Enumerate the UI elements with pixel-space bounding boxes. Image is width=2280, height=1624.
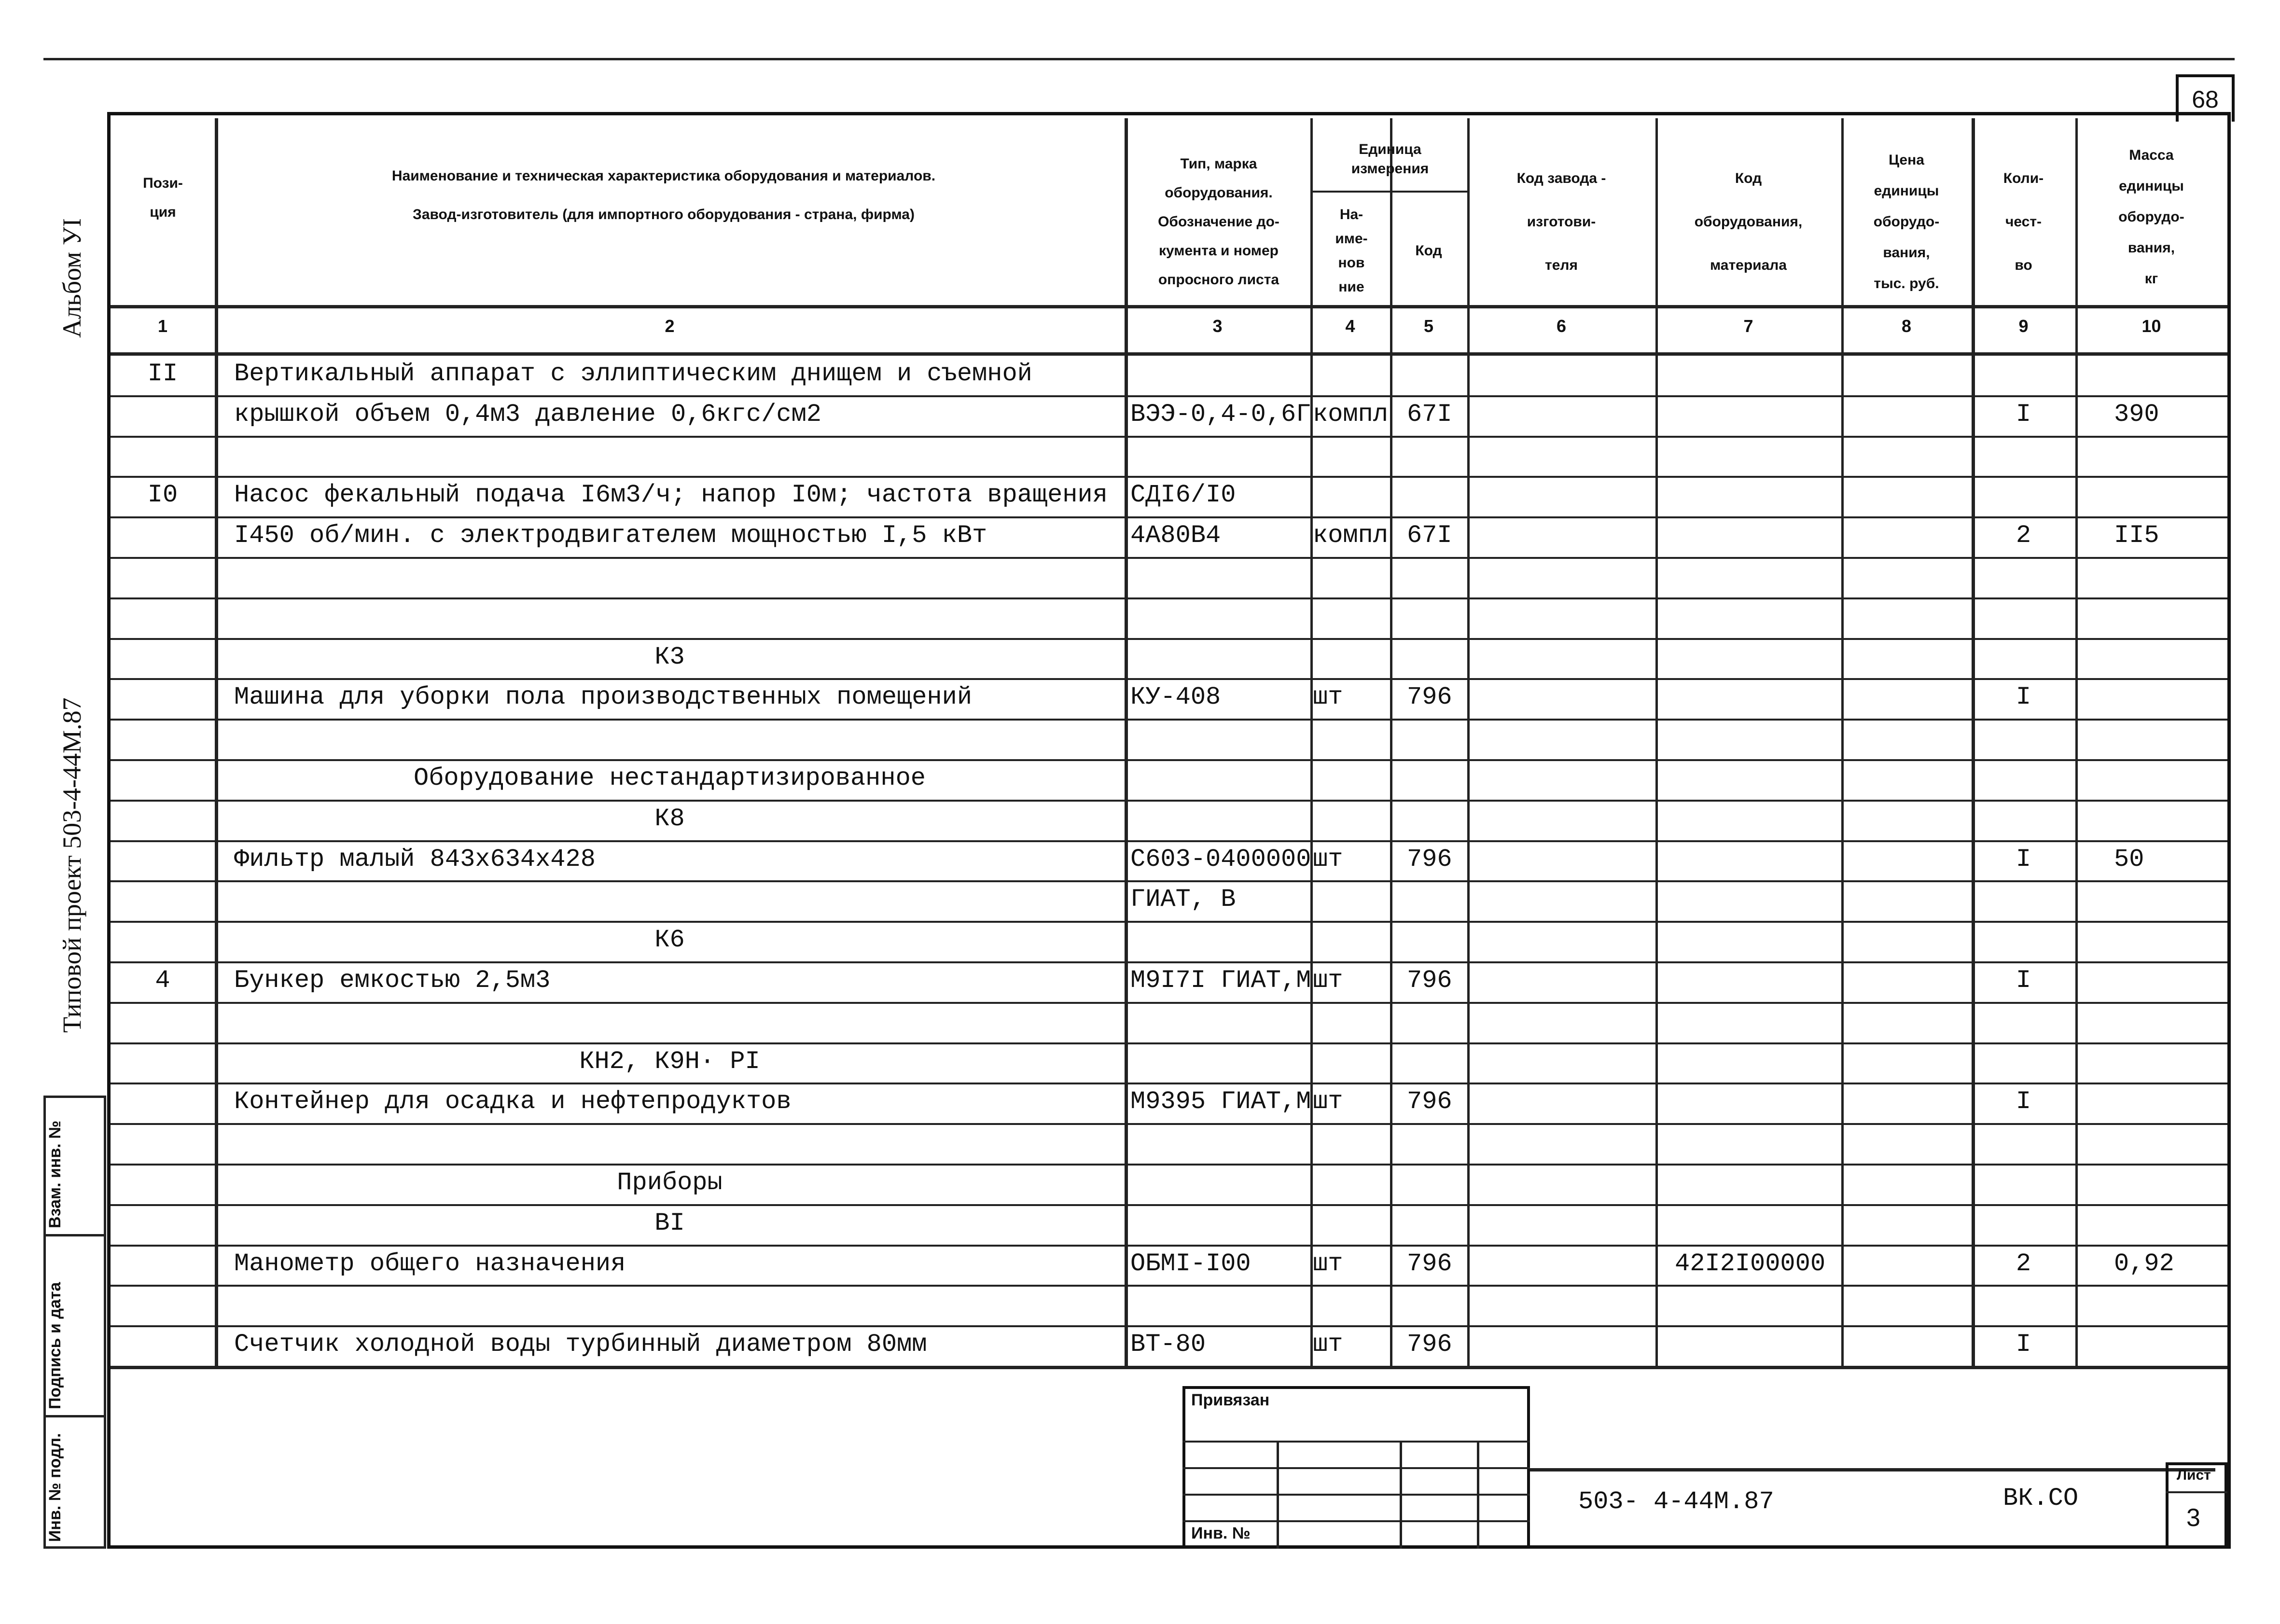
cell-quantity: I: [2016, 400, 2031, 429]
cell-mass: 50: [2114, 845, 2144, 874]
cell-type: ВТ-80: [1130, 1330, 1206, 1359]
column-number-bottom-line: [111, 352, 2227, 356]
cell-section-heading: Оборудование нестандартизированное: [414, 764, 926, 792]
sheet-box-divider: [2166, 1491, 2227, 1493]
column-number: 4: [1345, 316, 1355, 336]
column-number: 2: [665, 316, 675, 336]
cell-quantity: I: [2016, 845, 2031, 874]
header-col8: Цена единицы оборудо- вания, тыс. руб.: [1873, 152, 1940, 291]
cell-unit-code: 796: [1407, 683, 1452, 711]
cell-type: ВЭЭ-0,4-0,6Г: [1130, 400, 1311, 429]
cell-unit: компл: [1313, 400, 1389, 429]
stamp-inner-v2: [1400, 1441, 1402, 1549]
cell-section-heading: КН2, К9Н· РI: [579, 1047, 760, 1076]
cell-unit-code: 796: [1407, 1249, 1452, 1278]
cell-name: Контейнер для осадка и нефтепродуктов: [234, 1087, 792, 1116]
cell-type: С603-0400000: [1130, 845, 1311, 874]
cell-section-heading: ВI: [654, 1209, 685, 1237]
stamp-inner-v3: [1477, 1441, 1479, 1549]
side-album-label: Альбом УI: [57, 218, 86, 338]
row-divider: [111, 476, 2227, 478]
cell-unit: шт: [1313, 845, 1343, 874]
row-divider: [111, 840, 2227, 842]
sheet-number: 3: [2186, 1504, 2200, 1532]
sheet-label: Лист: [2177, 1467, 2211, 1483]
row-divider: [111, 678, 2227, 680]
stamp-inner-v1: [1277, 1441, 1279, 1549]
stamp-label-podpis: Подпись и дата: [46, 1282, 64, 1409]
cell-mass: II5: [2114, 521, 2159, 550]
row-divider: [111, 557, 2227, 559]
stamp-inv-label: Инв. №: [1191, 1524, 1251, 1542]
cell-unit: шт: [1313, 1087, 1343, 1116]
cell-quantity: I: [2016, 1330, 2031, 1359]
row-divider: [111, 961, 2227, 963]
cell-unit-code: 796: [1407, 966, 1452, 995]
cell-type: СДI6/I0: [1130, 481, 1236, 509]
side-project-label: Типовой проект 503-4-44М.87: [57, 697, 86, 1033]
page-number: 68: [2192, 86, 2219, 113]
cell-name: Бункер емкостью 2,5м3: [234, 966, 551, 995]
stamp-bound-label: Привязан: [1191, 1391, 1270, 1409]
cell-unit-code: 67I: [1407, 400, 1452, 429]
column-number: 3: [1212, 316, 1223, 336]
header-col5: Код: [1415, 243, 1442, 259]
cell-type: 4А80В4: [1130, 521, 1221, 550]
stamp-label-inv: Инв. № подл.: [46, 1433, 64, 1542]
cell-position: II: [147, 360, 178, 388]
row-divider: [111, 597, 2227, 599]
cell-section-heading: К8: [654, 805, 685, 833]
row-divider: [111, 1042, 2227, 1044]
header-col10: Масса единицы оборудо- вания, кг: [2118, 147, 2184, 287]
cell-unit-code: 796: [1407, 845, 1452, 874]
cell-type: ОБМI-I00: [1130, 1249, 1251, 1278]
header-col7: Код оборудования, материала: [1694, 170, 1803, 273]
header-col3: Тип, марка оборудования. Обозначение до- кумента и номер опросного листа: [1158, 156, 1279, 288]
cell-unit-code: 796: [1407, 1330, 1452, 1359]
cell-equipment-code: 42I2I00000: [1675, 1249, 1826, 1278]
column-number: 5: [1423, 316, 1434, 336]
cell-unit: шт: [1313, 966, 1343, 995]
row-divider: [111, 1325, 2227, 1327]
header-col9: Коли- чест- во: [2003, 170, 2044, 273]
cell-section-heading: К3: [654, 643, 685, 671]
row-divider: [111, 759, 2227, 761]
row-divider: [111, 1285, 2227, 1287]
cell-mass: 390: [2114, 400, 2159, 429]
cell-name: Насос фекальный подача I6м3/ч; напор I0м; частота вращения: [234, 481, 1108, 509]
cell-quantity: 2: [2016, 521, 2031, 550]
row-divider: [111, 395, 2227, 397]
row-divider: [111, 1083, 2227, 1084]
stamp-label-vzam: Взам. инв. №: [46, 1120, 64, 1228]
cell-unit: шт: [1313, 683, 1343, 711]
top-border-line: [43, 58, 2235, 60]
cell-type: КУ-408: [1130, 683, 1221, 711]
row-divider: [111, 880, 2227, 882]
cell-unit-code: 67I: [1407, 521, 1452, 550]
cell-type: М9395 ГИАТ,М: [1130, 1087, 1311, 1116]
cell-name: Манометр общего назначения: [234, 1249, 626, 1278]
column-number: 7: [1743, 316, 1753, 336]
header-col1: Пози- ция: [143, 175, 183, 220]
cell-section-heading: Приборы: [617, 1168, 723, 1197]
header-col6: Код завода - изготови- теля: [1516, 170, 1606, 273]
cell-quantity: 2: [2016, 1249, 2031, 1278]
column-number: 1: [157, 316, 168, 336]
row-divider: [111, 1204, 2227, 1206]
cell-name: Счетчик холодной воды турбинный диаметром 80мм: [234, 1330, 927, 1359]
cell-unit-code: 796: [1407, 1087, 1452, 1116]
row-divider: [111, 1245, 2227, 1247]
row-divider: [111, 1123, 2227, 1125]
header-col4: На- име- нов ние: [1335, 207, 1368, 295]
document-mark: ВК.СО: [2003, 1484, 2079, 1513]
cell-unit: компл: [1313, 521, 1389, 550]
cell-unit: шт: [1313, 1249, 1343, 1278]
cell-quantity: I: [2016, 1087, 2031, 1116]
title-block-top-line: [1530, 1468, 2215, 1471]
cell-mass: 0,92: [2114, 1249, 2174, 1278]
cell-type: ГИАТ, В: [1130, 885, 1236, 914]
document-code: 503- 4-44М.87: [1578, 1487, 1774, 1516]
cell-quantity: I: [2016, 683, 2031, 711]
column-number: 10: [2141, 316, 2161, 336]
header-col45-title: Единица измерения: [1351, 141, 1429, 177]
row-divider: [111, 1164, 2227, 1166]
column-number: 8: [1901, 316, 1912, 336]
cell-position: 4: [155, 966, 170, 995]
header-bottom-line: [111, 305, 2227, 308]
unit-subheader-line: [1310, 191, 1467, 193]
column-number: 9: [2018, 316, 2029, 336]
cell-name: I450 об/мин. с электродвигателем мощностью I,5 кВт: [234, 521, 987, 550]
row-divider: [111, 638, 2227, 640]
cell-name: Машина для уборки пола производственных помещений: [234, 683, 973, 711]
cell-section-heading: К6: [654, 926, 685, 954]
header-col2: Наименование и техническая характеристика оборудования и материалов. Завод-изготовитель (для импортного оборудования - страна, фирма): [391, 168, 936, 222]
cell-name: Вертикальный аппарат с эллиптическим днищем и съемной: [234, 360, 1032, 388]
cell-position: I0: [147, 481, 178, 509]
cell-type: М9I7I ГИАТ,М: [1130, 966, 1311, 995]
cell-unit: шт: [1313, 1330, 1343, 1359]
cell-name: Фильтр малый 843х634х428: [234, 845, 596, 874]
row-divider: [111, 436, 2227, 438]
cell-quantity: I: [2016, 966, 2031, 995]
row-divider: [111, 921, 2227, 923]
column-number: 6: [1556, 316, 1567, 336]
row-divider: [111, 719, 2227, 721]
row-divider: [111, 1002, 2227, 1004]
table-bottom-line: [111, 1366, 2227, 1369]
cell-name: крышкой объем 0,4м3 давление 0,6кгс/см2: [234, 400, 821, 429]
row-divider: [111, 800, 2227, 802]
row-divider: [111, 516, 2227, 518]
